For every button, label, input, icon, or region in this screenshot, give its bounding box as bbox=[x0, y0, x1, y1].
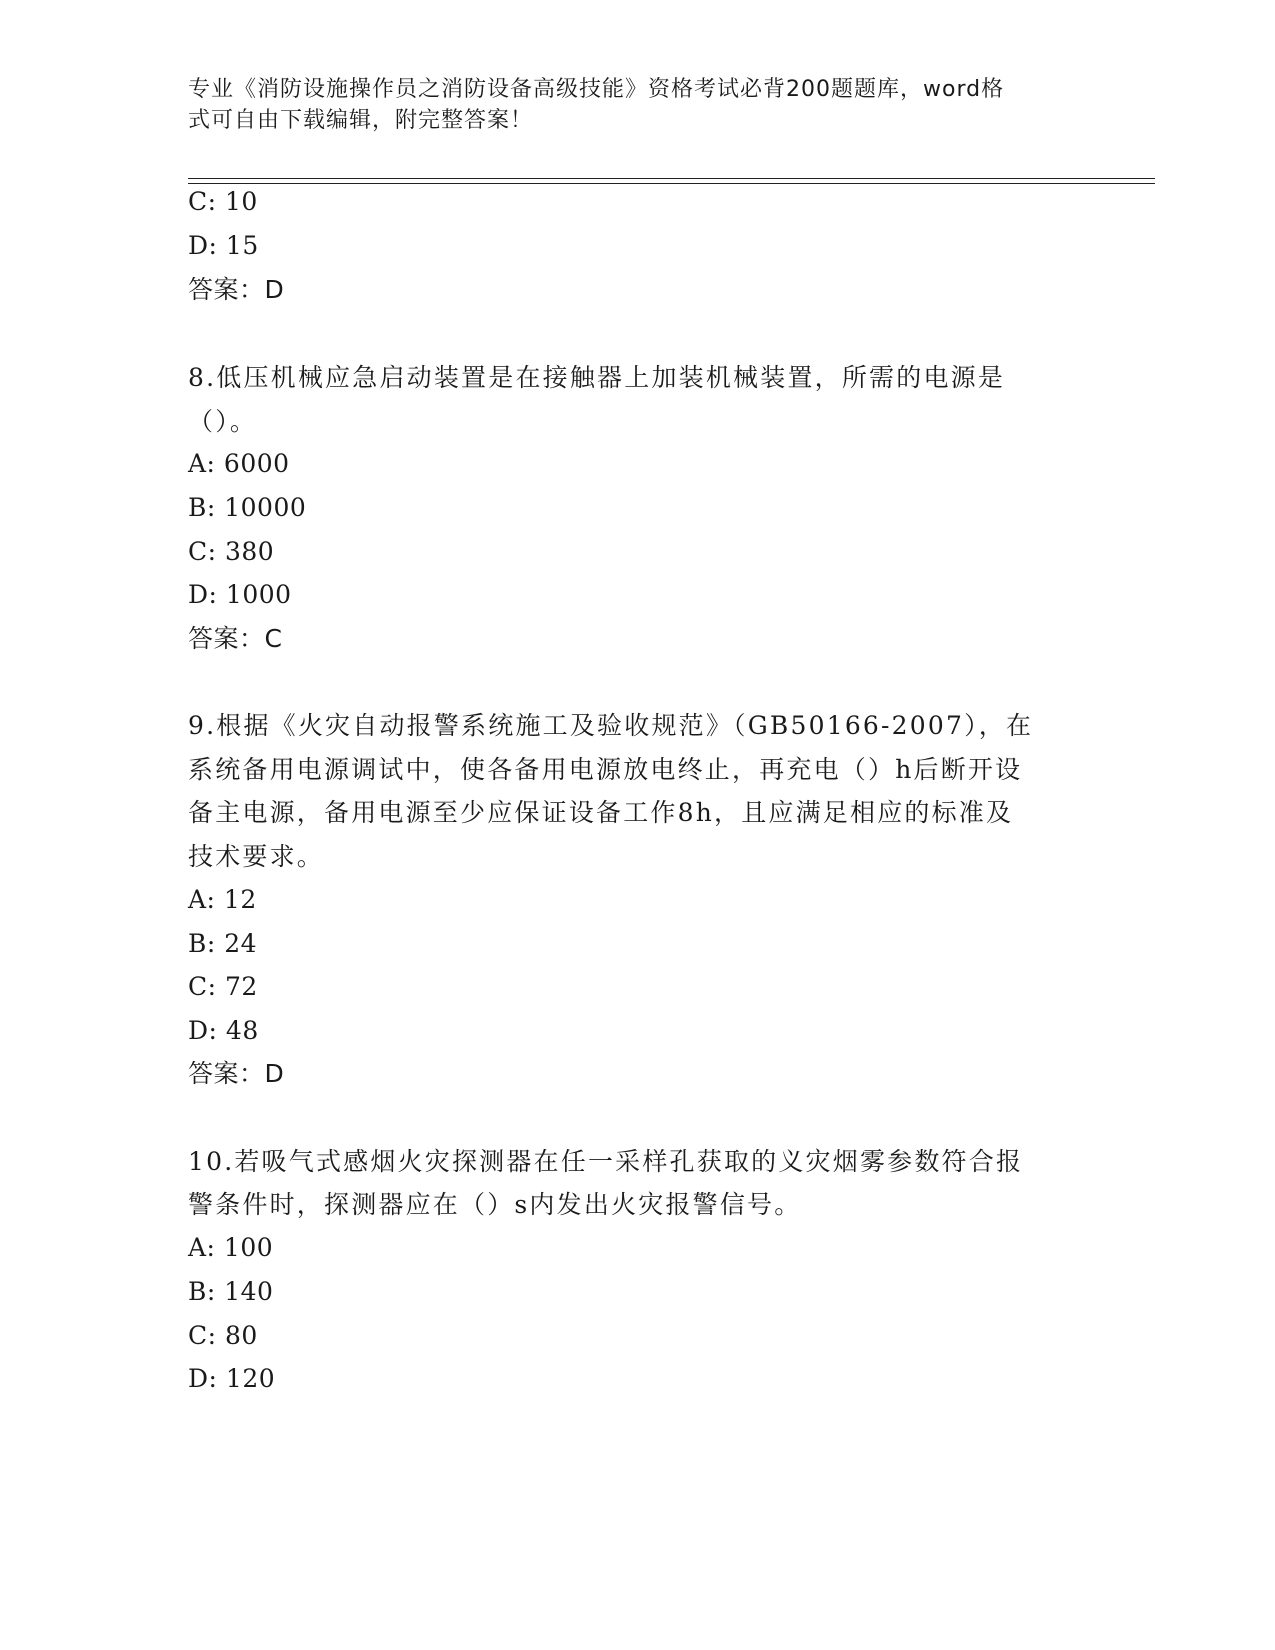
q9-text-line-2: 系统备用电源调试中，使各备用电源放电终止，再充电（）h后断开设 bbox=[188, 755, 1023, 784]
q10-text-line-1: 10.若吸气式感烟火灾探测器在任一采样孔获取的义灾烟雾参数符合报 bbox=[188, 1147, 1024, 1176]
header-divider-bottom bbox=[188, 183, 1155, 184]
prev-option-d: D: 15 bbox=[188, 231, 259, 260]
header-divider-top bbox=[188, 178, 1155, 179]
q8-option-d: D: 1000 bbox=[188, 580, 292, 609]
q8-option-a: A: 6000 bbox=[188, 449, 290, 478]
q10-option-b: B: 140 bbox=[188, 1277, 274, 1306]
header-line-2: 式可自由下载编辑，附完整答案！ bbox=[188, 108, 534, 133]
q10-option-a: A: 100 bbox=[188, 1233, 274, 1262]
prev-option-c: C: 10 bbox=[188, 187, 258, 216]
q9-text-line-4: 技术要求。 bbox=[188, 842, 325, 871]
q8-option-c: C: 380 bbox=[188, 537, 275, 566]
q9-option-c: C: 72 bbox=[188, 972, 258, 1001]
q9-option-a: A: 12 bbox=[188, 885, 257, 914]
q10-text-line-2: 警条件时，探测器应在（）s内发出火灾报警信号。 bbox=[188, 1190, 802, 1219]
q9-text-line-3: 备主电源，备用电源至少应保证设备工作8h，且应满足相应的标准及 bbox=[188, 798, 1014, 827]
q10-option-c: C: 80 bbox=[188, 1321, 258, 1350]
q8-text-line-2: （）。 bbox=[188, 407, 258, 436]
prev-answer: 答案：D bbox=[188, 275, 285, 304]
document-header bbox=[188, 74, 1088, 136]
q9-option-d: D: 48 bbox=[188, 1016, 259, 1045]
q10-option-d: D: 120 bbox=[188, 1364, 276, 1393]
q8-text-line-1: 8.低压机械应急启动装置是在接触器上加装机械装置，所需的电源是 bbox=[188, 363, 1006, 392]
q8-answer: 答案：C bbox=[188, 624, 283, 653]
header-line-1: 专业《消防设施操作员之消防设备高级技能》资格考试必背200题题库，word格 bbox=[188, 77, 1005, 102]
q9-answer: 答案：D bbox=[188, 1059, 285, 1088]
q9-option-b: B: 24 bbox=[188, 929, 258, 958]
q8-option-b: B: 10000 bbox=[188, 493, 307, 522]
q9-text-line-1: 9.根据《火灾自动报警系统施工及验收规范》（GB50166-2007），在 bbox=[188, 711, 1034, 740]
